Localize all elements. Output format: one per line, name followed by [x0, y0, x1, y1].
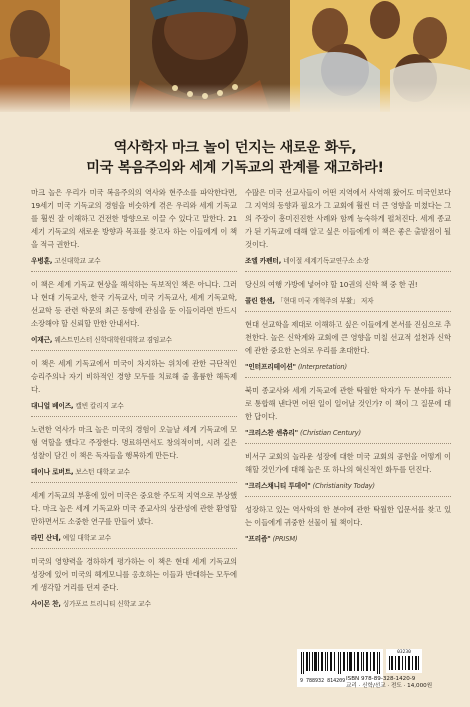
photo-fade: [0, 84, 470, 112]
endorsement-author: [245, 295, 451, 307]
author-name: "크리스찬 센츄리": [245, 429, 299, 437]
divider: [31, 416, 237, 417]
endorsement: [31, 555, 237, 610]
author-name: 데이나 로버트,: [31, 468, 74, 476]
author-title: 캘빈 칼리지 교수: [75, 402, 124, 410]
divider: [245, 311, 451, 312]
cover-photo: [0, 0, 470, 112]
left-column: [31, 186, 237, 614]
author-name: 사이몬 찬,: [31, 600, 61, 608]
endorsement-author: [31, 400, 237, 412]
author-name: 조엘 카펜터,: [245, 257, 282, 265]
book-classification: 교리 · 신학/선교 · 전도 · 14,000원: [346, 683, 433, 689]
endorsement-text: 마크 놀은 우리가 미국 복음주의의 역사와 현주소를 파악한다면, 19세기 미국 기독교의 경험을 비슷하게 겪은 우리와 세계 기독교를 훨씬 잘 이해하고 건전한 방향으로 이끌 수 있다고 말한다. 21세기 기독교의 새로운 방향과 목표를 찾고자 하는 이들에게 이 책을 적극 권한다.: [31, 188, 237, 249]
endorsement: [31, 489, 237, 544]
endorsement-text: 미국의 영향력을 경하하게 평가하는 이 책은 현대 세계 기독교의 성장에 있어 미국의 헤게모니를 옹호하는 이들과 반대하는 모두에게 생각할 거리를 던져 준다.: [31, 557, 237, 592]
addon-bars: [388, 656, 420, 670]
isbn-number: ISBN 978-89-328-1420-9: [346, 676, 416, 682]
barcode-bars: [300, 652, 380, 674]
divider: [31, 350, 237, 351]
author-name: 라민 산네,: [31, 534, 61, 542]
author-name: 콜린 한센,: [245, 297, 275, 305]
endorsement: [31, 357, 237, 412]
addon-digits: 03230: [397, 650, 411, 655]
endorsement-author: [31, 532, 237, 544]
endorsement-author: [245, 533, 451, 545]
endorsement-text: 세계 기독교의 부흥에 있어 미국은 중요한 주도적 지역으로 부상했다. 마크 놀은 세계 기독교와 미국 종교사의 상관성에 관한 환영할 만하면서도 소중한 연구를 만들어 냈다.: [31, 491, 237, 526]
isbn-info: [346, 676, 432, 690]
divider: [31, 271, 237, 272]
author-name: 대니얼 베이즈,: [31, 402, 74, 410]
barcode-digits: 9 788932 814209: [300, 678, 346, 684]
author-title: 네이절 세계기독교연구소 소장: [283, 257, 370, 265]
author-title: 웨스트민스터 신학대학원대학교 겸임교수: [54, 336, 172, 344]
author-title: 싱가포르 트리니티 신학교 교수: [62, 600, 151, 608]
right-column: [245, 186, 451, 549]
price: 14,000원: [407, 683, 433, 689]
endorsement-text: 수많은 미국 선교사들이 어떤 지역에서 사역해 왔어도 미국인보다 그 지역의 동향과 필요가 그 교회에 훨씬 더 큰 영향을 미쳤다는 그의 주장이 흥미진진한 사례와 함께 능숙하게 펼쳐진다. 세계 종교가 된 기독교에 대해 알고 싶은 이들에게 이 책은 좋은 출발점이 될 것이다.: [245, 188, 451, 249]
endorsement-text: 이 책은 세계 기독교 현상을 해석하는 독보적인 책은 아니다. 그러나 현대 기독교사, 한국 기독교사, 미국 기독교사, 세계 기독교학, 선교학 등 관련 학문의 최근 동향에 관심을 둔 이들이라면 반드시 소장해야 할 신뢰할 만한 안내서다.: [31, 280, 237, 328]
endorsement-text: 북미 종교사와 세계 기독교에 관한 탁월한 학자가 두 분야를 하나로 통합해 낸다면 어떤 일이 일어날 것인가? 이 책이 그 질문에 대한 답이다.: [245, 386, 451, 421]
endorsement-text: 이 책은 세계 기독교에서 미국이 차지하는 위치에 관한 극단적인 승리주의나 자기 비하적인 경향 모두를 치료해 줄 훌륭한 해독제다.: [31, 359, 237, 394]
author-name: 우병훈,: [31, 257, 53, 265]
endorsement-text: 당신의 여행 가방에 넣어야 할 10권의 신학 책 중 한 권!: [245, 280, 418, 289]
endorsement: [245, 503, 451, 545]
endorsement: [31, 186, 237, 267]
endorsement-author: [31, 334, 237, 346]
endorsement: [245, 186, 451, 267]
author-title: 「현대 미국 개혁주의 부활」 저자: [276, 297, 374, 305]
endorsement-text: 성장하고 있는 역사학의 한 분야에 관한 탁월한 입문서를 찾고 있는 이들에게 귀중한 선물이 될 책이다.: [245, 505, 451, 527]
endorsement-author: [31, 466, 237, 478]
endorsement: [31, 278, 237, 346]
headline-line-1: 역사학자 마크 놀이 던지는 새로운 화두,: [113, 140, 357, 156]
author-title: (Interpretation): [297, 363, 347, 371]
author-title: 고신대학교 교수: [54, 257, 101, 265]
divider: [245, 496, 451, 497]
author-name: "인터프리테이션": [245, 363, 296, 371]
author-title: 보스턴 대학교 교수: [75, 468, 130, 476]
endorsement-author: [245, 427, 451, 439]
divider: [245, 377, 451, 378]
author-name: 이재근,: [31, 336, 53, 344]
author-name: "프리즘": [245, 535, 271, 543]
endorsement-author: [245, 255, 451, 267]
divider: [245, 443, 451, 444]
endorsement-author: [245, 480, 451, 492]
endorsement-author: [245, 361, 451, 373]
author-name: "크리스채니티 투데이": [245, 482, 311, 490]
author-title: (Christian Century): [300, 429, 361, 437]
author-title: 예일 대학교 교수: [62, 534, 111, 542]
divider: [31, 482, 237, 483]
endorsement-text: 현대 선교학을 제대로 이해하고 싶은 이들에게 본서를 진심으로 추천한다. 놀은 신학계와 교회에 큰 영향을 미칠 선교적 설천과 신학에 관한 중요한 논의로 우리를 초대한다.: [245, 320, 451, 355]
endorsement: [245, 384, 451, 439]
endorsement-text: 비서구 교회의 놀라운 성장에 대한 미국 교회의 공헌을 어떻게 이해할 것인가에 대해 놀은 또 하나의 혁신적인 화두를 던진다.: [245, 452, 451, 474]
classification: 교리 · 신학/선교 · 전도: [346, 683, 402, 689]
headline-line-2: 미국 복음주의와 세계 기독교의 관계를 재고하라!: [86, 160, 384, 176]
endorsement-author: [31, 598, 237, 610]
endorsement: [31, 423, 237, 478]
barcode-addon: [386, 649, 422, 673]
endorsement: [245, 278, 451, 307]
endorsement-text: 노련한 역사가 마크 놀은 미국의 경험이 오늘날 세계 기독교에 모형 역할을 했다고 주장한다. 명료하면서도 창의적이며, 시려 깊은 성찰이 담긴 이 책은 독자들을 행복하게 만든다.: [31, 425, 237, 460]
endorsement: [245, 318, 451, 373]
author-title: (PRISM): [272, 535, 298, 543]
endorsement: [245, 450, 451, 492]
headline: [0, 138, 470, 178]
divider: [31, 548, 237, 549]
divider: [245, 271, 451, 272]
endorsement-author: [31, 255, 237, 267]
author-title: (Christianity Today): [312, 482, 375, 490]
